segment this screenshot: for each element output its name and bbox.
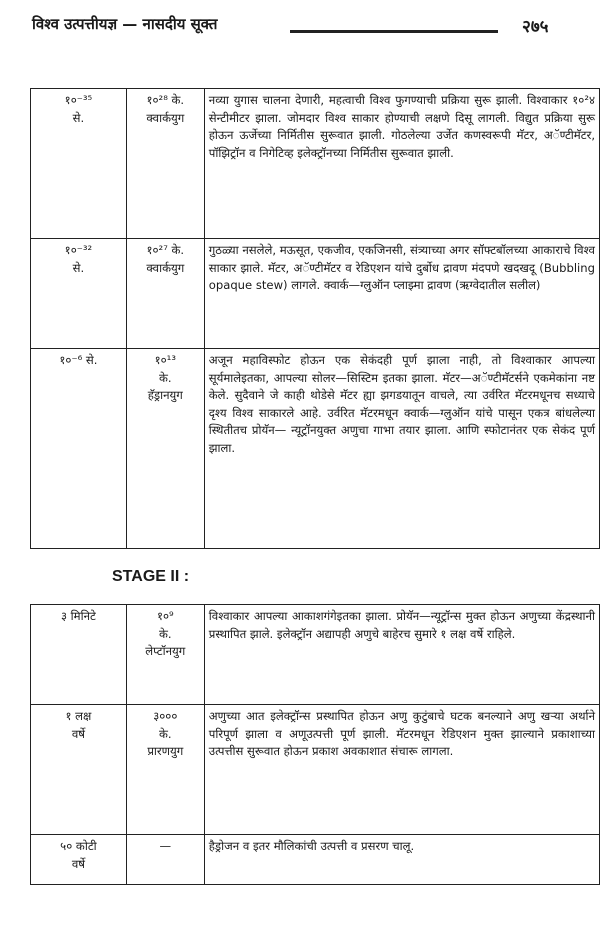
- temperature-unit: के.: [159, 726, 172, 741]
- temperature-cell: [126, 239, 204, 349]
- table-row: [31, 239, 600, 349]
- time-value: १०⁻³²: [64, 243, 93, 257]
- table-row: [31, 349, 600, 549]
- header-rule: [290, 30, 498, 33]
- temperature-unit: के.: [159, 626, 172, 641]
- temperature-value: १०¹³: [154, 353, 176, 367]
- time-cell: [31, 239, 127, 349]
- era-name: प्रारणयुग: [147, 744, 184, 759]
- table-row: [31, 835, 600, 885]
- page-header: [0, 0, 600, 60]
- temperature-cell: [126, 349, 204, 549]
- description-cell: गुठळ्या नसलेले, मऊसूत, एकजीव, एकजिनसी, संत्र्याच्या अगर सॉफ्टबॉलच्या आकाराचे विश्व साकार झाले. मॅटर, अॅण्टीमॅटर व रेडिएशन यांचे दुर्बोध द्रावण मंदपणे खदखदू (Bubbling opaque stew) लागले. क्वार्क—ग्लुऑन प्लाझ्मा द्रावण (ऋग्वेदातील सलील): [204, 239, 599, 349]
- time-unit: वर्षे: [71, 856, 85, 871]
- stage-1-table: [30, 88, 600, 549]
- era-name: लेप्टॉनयुग: [145, 644, 186, 659]
- time-cell: [31, 605, 127, 705]
- era-name: हॅड्रानयुग: [147, 388, 183, 403]
- description-cell: अणुच्या आत इलेक्ट्रॉन्स प्रस्थापित होऊन अणु कुटुंबाचे घटक बनल्याने अणु खऱ्या अर्थाने परिपूर्ण झाला व अणूउत्पत्ती पूर्ण झाली. मॅटरमधून रेडिएशन मुक्त झाल्याने प्रकाशाच्या उत्पत्तीस सुरूवात होऊन प्रकाश अवकाशात संचारू लागला.: [204, 705, 599, 835]
- time-cell: [31, 835, 127, 885]
- time-cell: [31, 705, 127, 835]
- time-unit: से.: [72, 260, 85, 275]
- stage-heading: STAGE II :: [112, 568, 190, 585]
- temperature-value: ३०००: [153, 709, 178, 723]
- time-value: ५० कोटी: [60, 839, 97, 853]
- temperature-unit: के.: [159, 370, 172, 385]
- description-cell: नव्या युगास चालना देणारी, महत्वाची विश्व फुगण्याची प्रक्रिया सुरू झाली. विश्वाकार १०²४ सेन्टीमीटर झाला. जोमदार विश्व साकार होण्याची लक्षणे दिसू लागली. विद्युत प्रक्रिया सुरू होऊन ऊर्जेच्या निर्मितीस सुरूवात झाली. गोठलेल्या उर्जेत कणस्वरूपी मॅटर, अॅण्टीमॅटर, पॉझिट्रॉन व निगेटिव्ह इलेक्ट्रॉनच्या निर्मितीस सुरूवात झाली.: [204, 89, 599, 239]
- time-cell: [31, 89, 127, 239]
- temperature-value: —: [159, 839, 172, 853]
- table-row: [31, 705, 600, 835]
- time-value: १ लक्ष: [65, 709, 92, 723]
- era-name: क्वार्कयुग: [146, 260, 185, 275]
- temperature-value: १०²⁷ के.: [146, 243, 185, 257]
- time-cell: [31, 349, 127, 549]
- description-cell: विश्वाकार आपल्या आकाशगंगेइतका झाला. प्रोयॅन—न्यूट्रॉन्स मुक्त होऊन अणुच्या केंद्रस्थानी प्रस्थापित झाले. इलेक्ट्रॉन अद्यापही अणुचे बाहेरच सुमारे १ लक्ष वर्षे राहिले.: [204, 605, 599, 705]
- era-name: क्वार्कयुग: [146, 110, 185, 125]
- description-cell: अजून महाविस्फोट होऊन एक सेकंदही पूर्ण झाला नाही, तो विश्वाकार आपल्या सूर्यमालेइतका, आपल्या सोलर—सिस्टिम इतका झाला. मॅटर—अॅण्टीमॅटर्सने एकमेकांना नष्ट केले. सुदैवाने जे काही थोडेसे मॅटर ह्या झगडयातून वाचले, त्या उर्वरित मॅटरमधूनच सध्याचे दृश्य विश्व साकारले आहे. उर्वरित मॅटरमधून क्वार्क—ग्लुऑन यांचे पासून एकत्र बांधलेल्या स्थितीतच प्रोयॅन— न्यूट्रॉनयुक्त अणुचा गाभा तयार झाला. आणि स्फोटानंतर एक सेकंद पूर्ण झाला.: [204, 349, 599, 549]
- temperature-cell: [126, 89, 204, 239]
- time-value: १०⁻³⁵: [64, 93, 93, 107]
- table-row: [31, 605, 600, 705]
- time-value: १०⁻⁶ से.: [59, 353, 98, 367]
- temperature-value: १०⁹: [156, 609, 174, 623]
- temperature-cell: [126, 835, 204, 885]
- temperature-value: १०²⁸ के.: [146, 93, 185, 107]
- table-row: [31, 89, 600, 239]
- time-unit: से.: [72, 110, 85, 125]
- stage-2-table: [30, 604, 600, 885]
- time-value: ३ मिनिटे: [60, 609, 96, 623]
- temperature-cell: [126, 605, 204, 705]
- time-unit: वर्षे: [71, 726, 85, 741]
- description-cell: हैड्रोजन व इतर मौलिकांची उत्पत्ती व प्रसरण चालू.: [204, 835, 599, 885]
- temperature-cell: [126, 705, 204, 835]
- running-title: विश्व उत्पत्तीयज्ञ — नासदीय सूक्त: [32, 15, 218, 33]
- page-number: २७५: [522, 17, 549, 37]
